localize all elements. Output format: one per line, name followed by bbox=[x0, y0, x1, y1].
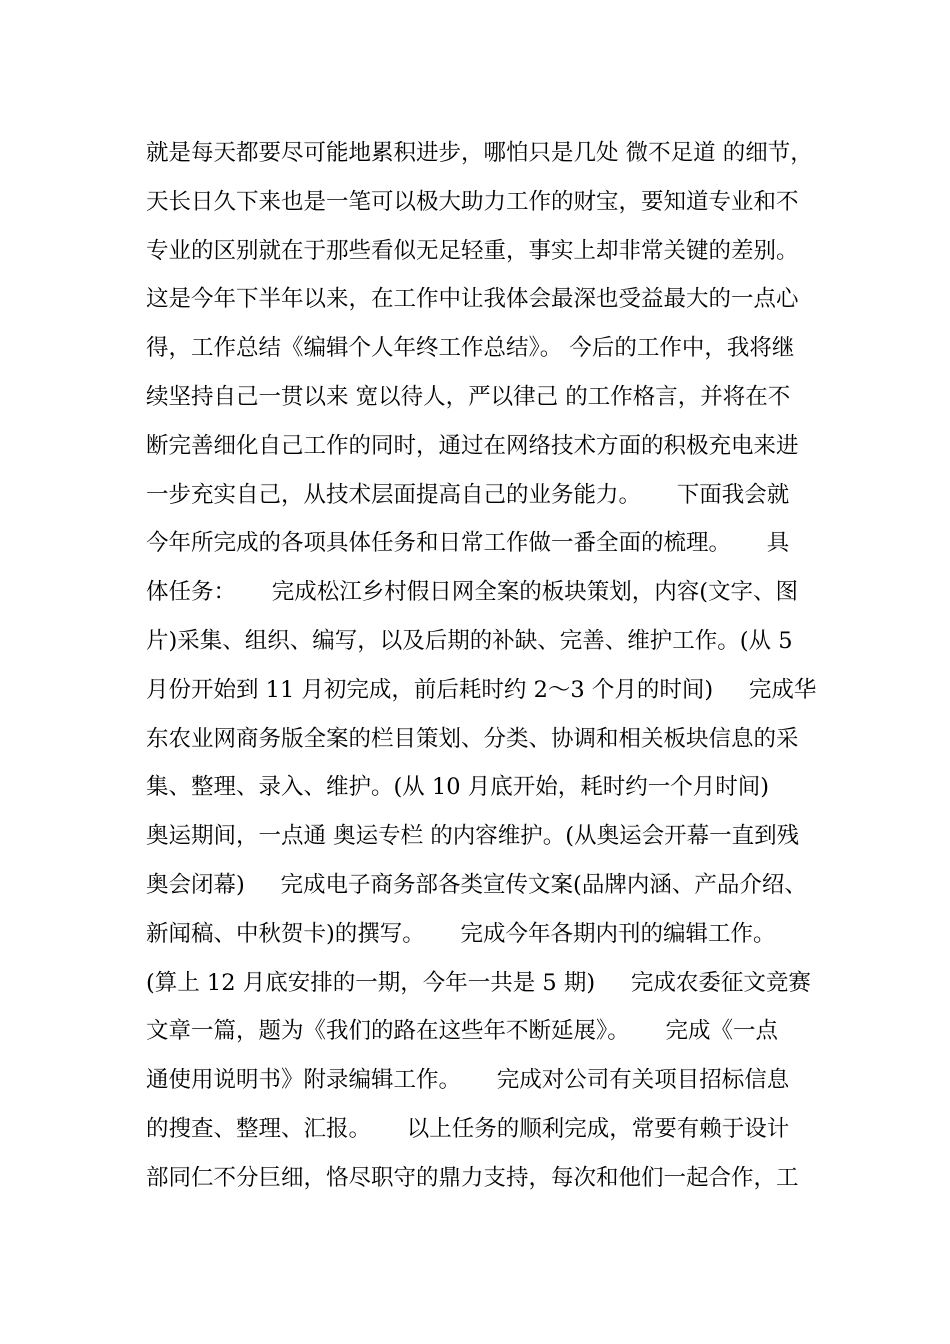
text-line-16: 奥会闭幕) 完成电子商务部各类宣传文案(品牌内涵、产品介绍、 bbox=[146, 871, 807, 898]
text-line-15: 奥运期间，一点通 奥运专栏 的内容维护。(从奥运会开幕一直到残 bbox=[146, 823, 800, 850]
text-line-7: 断完善细化自己工作的同时，通过在网络技术方面的积极充电来进 bbox=[146, 432, 799, 459]
text-line-2: 天长日久下来也是一笔可以极大助力工作的财宝，要知道专业和不 bbox=[146, 188, 799, 215]
text-line-8: 一步充实自己，从技术层面提高自己的业务能力。 下面我会就 bbox=[146, 481, 790, 508]
text-line-20: 通使用说明书》附录编辑工作。 完成对公司有关项目招标信息 bbox=[146, 1067, 790, 1094]
text-line-21: 的搜查、整理、汇报。 以上任务的顺利完成，常要有赖于设计 bbox=[146, 1115, 790, 1142]
body-text bbox=[146, 129, 836, 1203]
text-line-3: 专业的区别就在于那些看似无足轻重，事实上却非常关键的差别。 bbox=[146, 237, 799, 264]
text-line-5: 得，工作总结《编辑个人年终工作总结》。 今后的工作中，我将继 bbox=[146, 335, 795, 362]
text-line-22: 部同仁不分巨细，恪尽职守的鼎力支持，每次和他们一起合作，工 bbox=[146, 1164, 799, 1191]
text-line-11: 片)采集、组织、编写，以及后期的补缺、完善、维护工作。(从 5 bbox=[146, 627, 793, 654]
text-line-9: 今年所完成的各项具体任务和日常工作做一番全面的梳理。 具 bbox=[146, 530, 790, 557]
text-line-4: 这是今年下半年以来，在工作中让我体会最深也受益最大的一点心 bbox=[146, 286, 799, 313]
text-line-19: 文章一篇，题为《我们的路在这些年不断延展》。 完成《一点 bbox=[146, 1018, 779, 1045]
text-line-1: 就是每天都要尽可能地累积进步，哪怕只是几处 微不足道 的细节， bbox=[146, 140, 813, 166]
text-line-14: 集、整理、录入、维护。(从 10 月底开始，耗时约一个月时间) bbox=[146, 774, 769, 801]
text-line-6: 续坚持自己一贯以来 宽以待人，严以律己 的工作格言，并将在不 bbox=[146, 383, 791, 410]
text-line-18: (算上 12 月底安排的一期，今年一共是 5 期) 完成农委征文竞赛 bbox=[146, 969, 811, 996]
text-line-10: 体任务： 完成松江乡村假日网全案的板块策划，内容(文字、图 bbox=[146, 579, 799, 606]
text-line-12: 月份开始到 11 月初完成，前后耗时约 2～3 个月的时间) 完成华 bbox=[146, 676, 817, 703]
text-line-13: 东农业网商务版全案的栏目策划、分类、协调和相关板块信息的采 bbox=[146, 725, 799, 752]
text-line-17: 新闻稿、中秋贺卡)的撰写。 完成今年各期内刊的编辑工作。 bbox=[146, 920, 776, 947]
